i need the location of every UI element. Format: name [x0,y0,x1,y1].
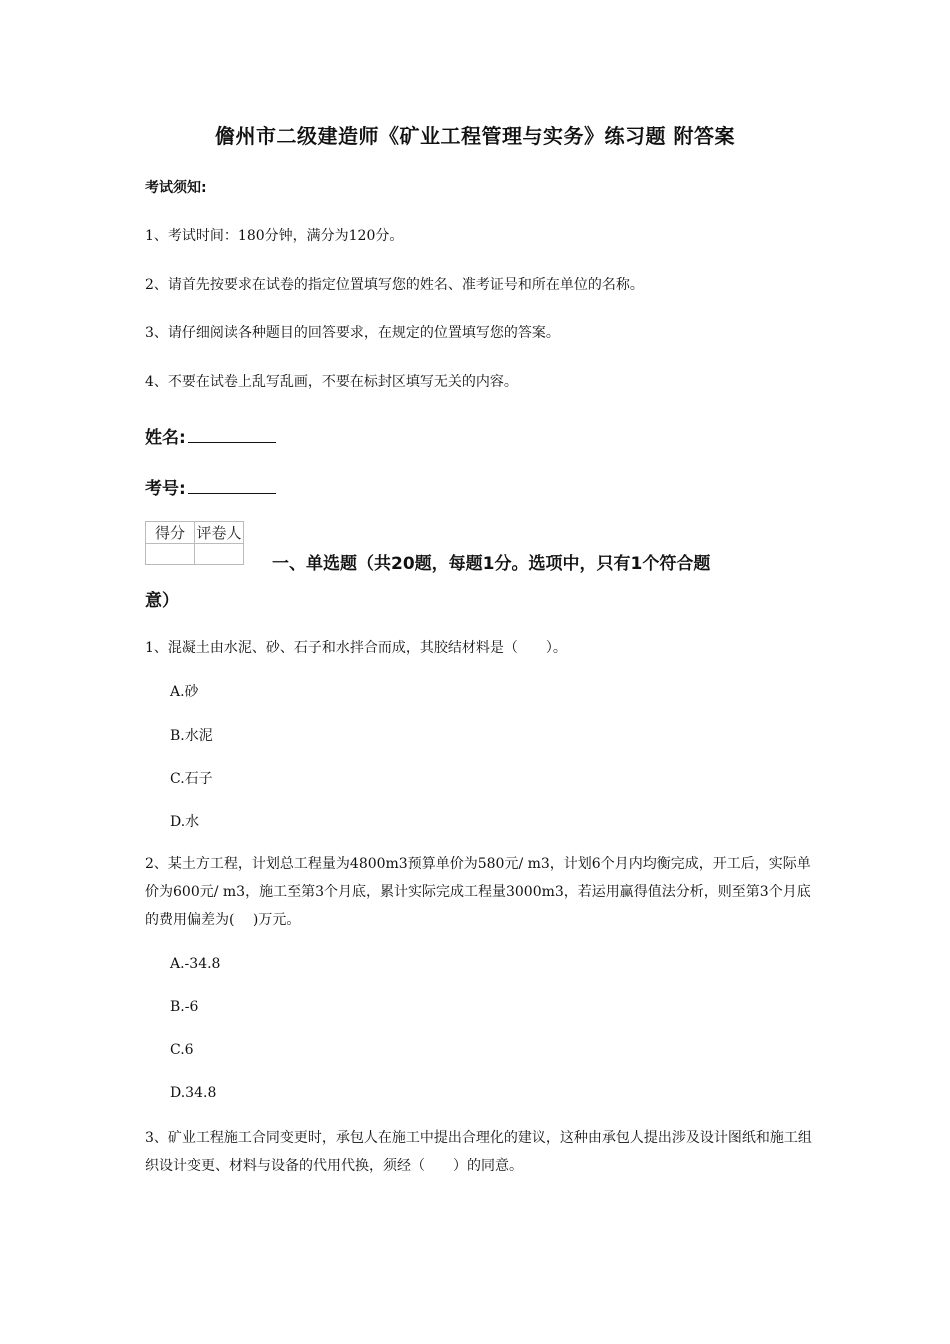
name-blank[interactable] [188,426,276,443]
score-cell [146,544,195,565]
score-table [145,521,244,565]
question-2-option-c: C.6 [170,1042,194,1058]
page-title: 儋州市二级建造师《矿业工程管理与实务》练习题 附答案 [215,124,735,148]
question-1-stem: 1、混凝土由水泥、砂、石子和水拌合而成，其胶结材料是（ ）。 [145,640,567,656]
name-label: 姓名: [145,428,186,448]
name-field[interactable] [145,423,276,448]
grader-cell [195,544,244,565]
notice-item-4: 4、不要在试卷上乱写乱画，不要在标封区填写无关的内容。 [145,374,518,390]
question-1-option-b: B.水泥 [170,728,213,744]
section-heading-line1: 一、单选题（共20题，每题1分。选项中，只有1个符合题 [272,554,711,574]
exam-id-label: 考号: [145,479,186,499]
notice-item-2: 2、请首先按要求在试卷的指定位置填写您的姓名、准考证号和所在单位的名称。 [145,277,644,293]
question-1-option-d: D.水 [170,814,200,830]
question-2-stem: 2、某土方工程，计划总工程量为4800m3预算单价为580元/ m3，计划6个月内均衡完成，开工后，实际单价为600元/ m3，施工至第3个月底，累计实际完成工程量3000m3，若运用赢得值法分析，则至第3个月底的费用偏差为( )万元。 [145,856,811,928]
notice-item-3: 3、请仔细阅读各种题目的回答要求，在规定的位置填写您的答案。 [145,325,560,341]
exam-id-field[interactable] [145,474,276,499]
question-3-stem: 3、矿业工程施工合同变更时，承包人在施工中提出合理化的建议，这种由承包人提出涉及设计图纸和施工组织设计变更、材料与设备的代用代换，须经（ ）的同意。 [145,1130,812,1174]
exam-id-blank[interactable] [188,477,276,494]
question-1-option-a: A.砂 [170,684,199,700]
question-2-option-a: A.-34.8 [170,956,221,972]
score-header: 得分 [146,522,195,544]
question-2-option-b: B.-6 [170,999,199,1015]
notice-item-1: 1、考试时间：180分钟，满分为120分。 [145,228,404,244]
section-heading-line2: 意） [145,591,179,611]
notice-heading: 考试须知: [145,180,207,196]
grader-header: 评卷人 [195,522,244,544]
question-2-option-d: D.34.8 [170,1085,217,1101]
question-1-option-c: C.石子 [170,771,213,787]
